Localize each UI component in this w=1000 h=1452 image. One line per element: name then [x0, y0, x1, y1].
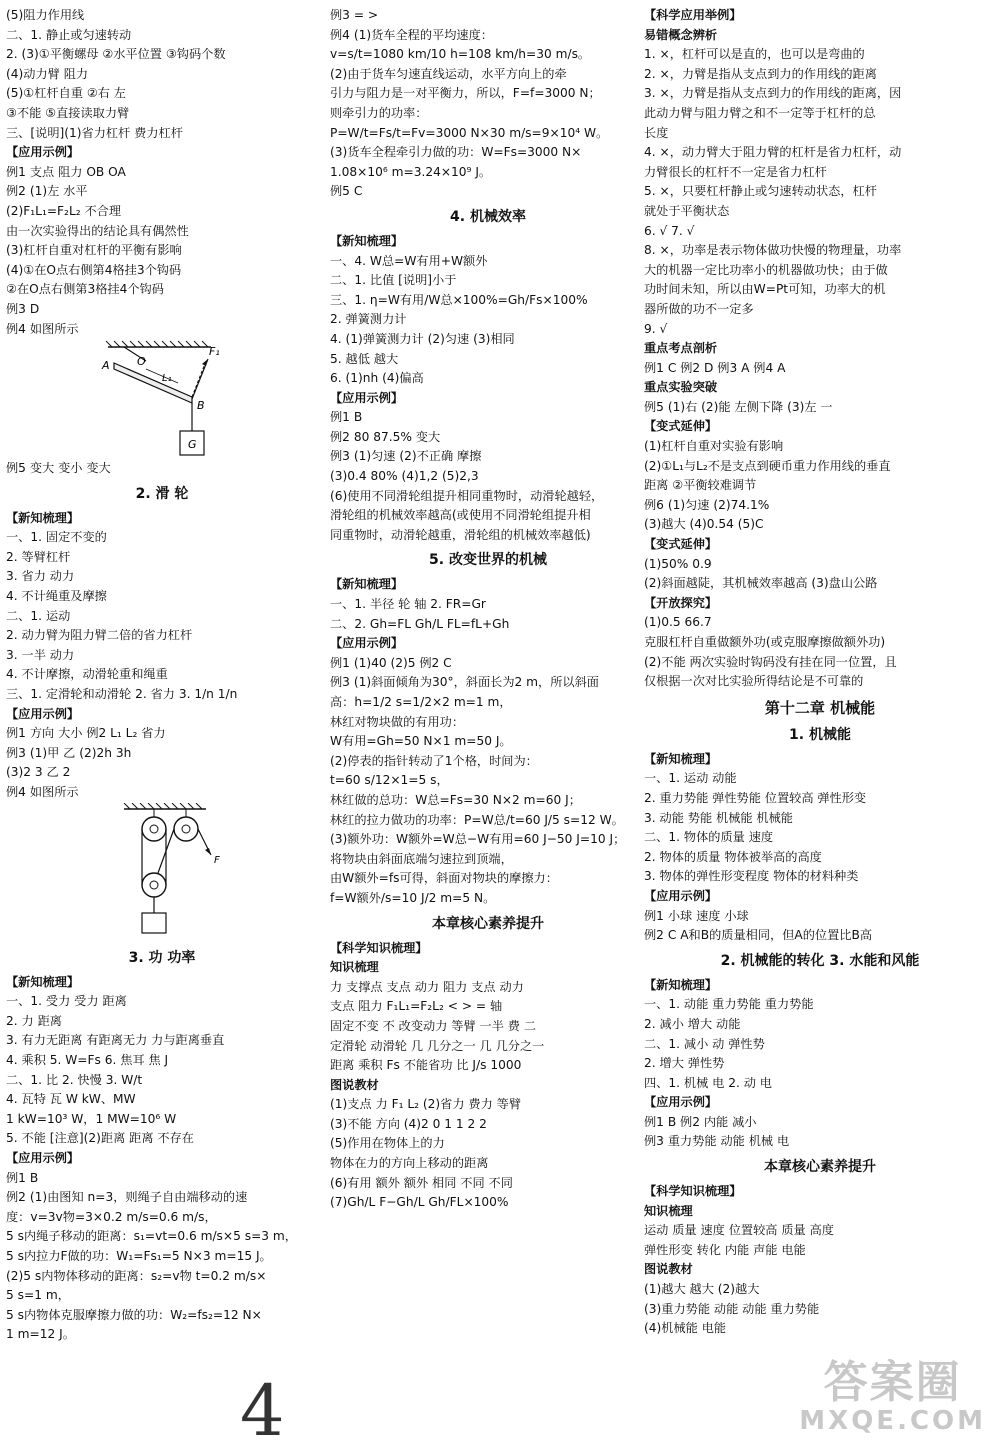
text-line: 林红的拉力做功的功率：P=W总/t=60 J/5 s=12 W。	[330, 812, 624, 827]
text-line: 一、1. 固定不变的	[6, 530, 107, 545]
text-line: 例1 C 例2 D 例3 A 例4 A	[644, 360, 786, 375]
text-line: 例3 = >	[330, 8, 379, 22]
text-line: 就处于平衡状态	[644, 203, 730, 218]
text-line: (2)①L₁与L₂不是支点到硬币重力作用线的垂直	[644, 458, 891, 473]
text-line: 由一次实验得出的结论具有偶然性	[6, 223, 189, 238]
label-F: F	[214, 854, 220, 866]
text-line: 5 s内绳子移动的距离：s₁=vt=0.6 m/s×5 s=3 m，	[6, 1229, 297, 1244]
section-heading-core-literacy: 本章核心素养提升	[432, 915, 544, 932]
column-1-lines-b	[6, 459, 318, 479]
text-line: 二、2. Gh=FL Gh/L FL=fL+Gh	[330, 616, 510, 631]
text-line: 【新知梳理】	[330, 577, 404, 592]
text-line: 2. (3)①平衡螺母 ②水平位置 ③钩码个数	[6, 47, 226, 62]
text-line: 知识梳理	[644, 1203, 693, 1218]
text-line: 2. 物体的质量 物体被举高的高度	[644, 849, 822, 864]
text-line: (2)斜面越陡，其机械效率越高 (3)盘山公路	[644, 576, 878, 591]
text-line: 二、1. 比 2. 快慢 3. W/t	[6, 1072, 143, 1087]
text-line: 5 s内拉力F做的功：W₁=Fs₁=5 N×3 m=15 J。	[6, 1248, 272, 1263]
text-line: 【科学知识梳理】	[644, 1184, 742, 1199]
text-line: 力 支撑点 支点 动力 阻力 支点 动力	[330, 979, 524, 994]
chapter-heading-12: 第十二章 机械能	[764, 698, 876, 717]
text-line: 图说教材	[330, 1077, 379, 1092]
text-line: 滑轮组的机械效率越高(或使用不同滑轮组提升相	[330, 508, 591, 523]
text-line: 仅根据一次对比实验所得结论是不可靠的	[644, 674, 864, 689]
text-line: (2)由于货车匀速直线运动，水平方向上的牵	[330, 66, 567, 81]
text-line: 支点 阻力 F₁L₁=F₂L₂ < > = 轴	[330, 999, 503, 1014]
text-line: 1 m=12 J。	[6, 1327, 75, 1342]
text-line: 5. 越低 越大	[330, 351, 399, 366]
text-line: 高：h=1/2 s=1/2×2 m=1 m，	[330, 695, 512, 709]
watermark-logo: 答案圈	[823, 1357, 962, 1408]
text-line: 一、1. 运动 动能	[644, 771, 737, 786]
text-line: 例6 (1)匀速 (2)74.1%	[644, 497, 770, 512]
text-line: (3)重力势能 动能 动能 重力势能	[644, 1301, 820, 1316]
text-line: 例4 如图所示	[6, 785, 79, 799]
pulley-figure	[6, 803, 318, 943]
label-L1: L₁	[162, 373, 172, 385]
text-line: 二、1. 运动	[6, 608, 71, 623]
text-line: P=W/t=Fs/t=Fv=3000 N×30 m/s=9×10⁴ W。	[330, 125, 609, 140]
text-line: 器所做的功不一定多	[644, 301, 754, 316]
text-line: 例2 C A和B的质量相同，但A的位置比B高	[644, 928, 873, 943]
text-line: (6)有用 额外 额外 相同 不同 不同	[330, 1175, 513, 1190]
text-line: 距离 乘积 Fs 不能省功 比 J/s 1000	[330, 1058, 522, 1073]
text-line: 5. ×，只要杠杆静止或匀速转动状态，杠杆	[644, 184, 877, 199]
text-line: 一、4. W总=W有用+W额外	[330, 253, 488, 268]
text-line: 4. 乘积 5. W=Fs 6. 焦耳 焦 J	[6, 1052, 169, 1067]
section-heading-energy-conversion: 2. 机械能的转化 3. 水能和风能	[720, 952, 920, 969]
text-line: 由W额外=fs可得，斜面对物块的摩擦力：	[330, 871, 558, 886]
column-1-lines-a	[6, 6, 318, 339]
text-line: 5 s内物体克服摩擦力做的功：W₂=fs₂=12 N×	[6, 1307, 262, 1322]
column-3-lines-a	[644, 6, 996, 692]
text-line: (2)5 s内物体移动的距离：s₂=v物 t=0.2 m/s×	[6, 1268, 267, 1283]
label-F1: F₁	[209, 345, 220, 359]
column-1-lines-d	[6, 973, 318, 1345]
text-line: 5 s=1 m，	[6, 1288, 70, 1303]
text-line: 3. 一半 动力	[6, 647, 75, 662]
text-line: 此动力臂与阻力臂之和不一定等于杠杆的总	[644, 105, 876, 120]
text-line: W有用=Gh=50 N×1 m=50 J。	[330, 734, 512, 749]
column-1-lines-c	[6, 509, 318, 803]
text-line: 定滑轮 动滑轮 几 几分之一 几 几分之一	[330, 1038, 545, 1053]
text-line: 1 kW=10³ W，1 MW=10⁶ W	[6, 1111, 177, 1126]
text-line: 例1 支点 阻力 OB OA	[6, 164, 126, 179]
section-heading-efficiency: 4. 机械效率	[450, 208, 526, 225]
text-line: 2. 弹簧测力计	[330, 312, 407, 327]
label-A: A	[102, 359, 110, 373]
text-line: 1. ×，杠杆可以是直的，也可以是弯曲的	[644, 47, 865, 62]
text-line: 例3 D	[6, 301, 40, 316]
text-line: (4)①在O点右侧第4格挂3个钩码	[6, 262, 182, 277]
text-line: 9. √	[644, 321, 668, 336]
text-line: 【应用示例】	[6, 1150, 80, 1165]
text-line: 2. 重力势能 弹性势能 位置较高 弹性形变	[644, 790, 867, 805]
text-line: 【新知梳理】	[6, 974, 80, 989]
text-line: (6)使用不同滑轮组提升相同重物时，动滑轮越轻，	[330, 488, 604, 503]
text-line: ②在O点右侧第3格挂4个钩码	[6, 282, 164, 297]
text-line: 运动 质量 速度 位置较高 质量 高度	[644, 1223, 834, 1238]
text-line: 2. 动力臂为阻力臂二倍的省力杠杆	[6, 628, 193, 643]
text-line: 图说教材	[644, 1262, 693, 1277]
text-line: 例5 (1)右 (2)能 左侧下降 (3)左 一	[644, 399, 833, 414]
text-line: 4. 瓦特 瓦 W kW、MW	[6, 1092, 136, 1107]
text-line: 2. 增大 弹性势	[644, 1056, 725, 1071]
text-line: 例2 (1)由图知 n=3，则绳子自由端移动的速	[6, 1190, 248, 1205]
watermark-url: MXQE.COM	[799, 1406, 986, 1436]
text-line: 固定不变 不 改变动力 等臂 一半 费 二	[330, 1018, 537, 1033]
column-3-lines-b	[644, 750, 996, 946]
text-line: 将物块由斜面底端匀速拉到顶端，	[330, 851, 513, 866]
text-line: (5)作用在物体上的力	[330, 1136, 445, 1151]
column-2-lines-d	[330, 939, 646, 1213]
text-line: 二、1. 静止或匀速转动	[6, 27, 132, 42]
text-line: f=W额外/s=10 J/2 m=5 N。	[330, 890, 496, 905]
lever-diagram	[6, 339, 306, 459]
text-line: 二、1. 比值 [说明]小于	[330, 273, 457, 288]
text-line: v=s/t=1080 km/10 h=108 km/h=30 m/s。	[330, 47, 591, 62]
text-line: (2)F₁L₁=F₂L₂ 不合理	[6, 203, 122, 218]
text-line: 【新知梳理】	[6, 510, 80, 525]
text-line: 弹性形变 转化 内能 声能 电能	[644, 1242, 806, 1257]
text-line: 6. √ 7. √	[644, 223, 695, 238]
text-line: 大的机器一定比功率小的机器做功快；由于做	[644, 262, 888, 277]
text-line: 2. ×，力臂是指从支点到力的作用线的距离	[644, 66, 877, 81]
text-line: 二、1. 减小 动 弹性势	[644, 1036, 765, 1051]
text-line: (4)机械能 电能	[644, 1321, 727, 1336]
text-line: (2)停表的指针转动了1个格，时间为：	[330, 753, 538, 768]
text-line: 4. 不计绳重及摩擦	[6, 589, 107, 604]
text-line: 一、1. 半径 轮 轴 2. FR=Gr	[330, 597, 486, 612]
pulley-diagram	[6, 803, 306, 943]
text-line: 一、1. 动能 重力势能 重力势能	[644, 997, 814, 1012]
text-line: 例1 小球 速度 小球	[644, 908, 749, 923]
text-line: 引力与阻力是一对平衡力，所以，F=f=3000 N；	[330, 86, 601, 101]
section-heading-machines: 5. 改变世界的机械	[429, 552, 547, 569]
text-line: 重点考点剖析	[644, 341, 718, 356]
text-line: ③不能 ⑤直接读取力臂	[6, 105, 130, 120]
text-line: 例3 (1)甲 乙 (2)2h 3h	[6, 745, 132, 760]
text-line: 一、1. 受力 受力 距离	[6, 994, 127, 1009]
column-2-lines-c	[330, 575, 646, 908]
text-line: 例3 重力势能 动能 机械 电	[644, 1134, 790, 1149]
text-line: 4. ×，动力臂大于阻力臂的杠杆是省力杠杆，动	[644, 145, 902, 160]
text-line: 【变式延伸】	[644, 537, 718, 552]
text-line: (5)①杠杆自重 ②右 左	[6, 86, 126, 101]
column-3-lines-d	[644, 1182, 996, 1339]
column-2	[330, 6, 646, 1213]
watermark	[799, 1357, 986, 1436]
text-line: 【应用示例】	[6, 145, 80, 160]
text-line: 2. 等臂杠杆	[6, 549, 71, 564]
section-heading-core-literacy-2: 本章核心素养提升	[764, 1159, 876, 1176]
text-line: (3)货车全程牵引力做的功：W=Fs=3000 N×	[330, 145, 582, 160]
text-line: 功时间未知，所以由W=Pt可知，功率大的机	[644, 282, 886, 297]
text-line: 3. ×，力臂是指从支点到力的作用线的距离，因	[644, 86, 902, 101]
section-heading-mechanical-energy: 1. 机械能	[789, 726, 851, 743]
column-3-lines-c	[644, 976, 996, 1152]
text-line: 【开放探究】	[644, 595, 718, 610]
text-line: 四、1. 机械 电 2. 动 电	[644, 1075, 772, 1090]
text-line: (3)额外功：W额外=W总−W有用=60 J−50 J=10 J；	[330, 832, 626, 847]
text-line: 物体在力的方向上移动的距离	[330, 1156, 489, 1171]
text-line: 例1 方向 大小 例2 L₁ L₂ 省力	[6, 726, 166, 741]
label-G: G	[188, 438, 197, 452]
text-line: 【科学应用举例】	[644, 8, 742, 22]
column-2-lines-a	[330, 6, 646, 202]
text-line: 3. 动能 势能 机械能 机械能	[644, 810, 793, 825]
text-line: 【科学知识梳理】	[330, 940, 428, 955]
text-line: 林红做的总功：W总=Fs=30 N×2 m=60 J；	[330, 792, 581, 807]
text-line: 林红对物块做的有用功：	[330, 714, 465, 729]
text-line: 3. 物体的弹性形变程度 物体的材料种类	[644, 869, 859, 884]
section-heading-work-power: 3. 功 功率	[128, 949, 196, 966]
text-line: (5)阻力作用线	[6, 8, 85, 22]
text-line: 三、[说明](1)省力杠杆 费力杠杆	[6, 125, 183, 140]
text-line: 二、1. 物体的质量 速度	[644, 830, 774, 845]
text-line: 度：v=3v物=3×0.2 m/s=0.6 m/s，	[6, 1209, 217, 1224]
text-line: 例2 (1)左 水平	[6, 184, 88, 199]
text-line: 例3 (1)斜面倾角为30°，斜面长为2 m，所以斜面	[330, 675, 599, 690]
text-line: 例4 (1)货车全程的平均速度：	[330, 27, 493, 42]
text-line: 【新知梳理】	[644, 977, 718, 992]
text-line: 3. 有力无距离 有距离无力 力与距离垂直	[6, 1033, 225, 1048]
text-line: (2)不能 两次实验时钩码没有挂在同一位置，且	[644, 654, 897, 669]
text-line: 【变式延伸】	[644, 419, 718, 434]
text-line: 三、1. 定滑轮和动滑轮 2. 省力 3. 1/n 1/n	[6, 687, 238, 702]
text-line: 【应用示例】	[6, 706, 80, 721]
text-line: 【应用示例】	[330, 636, 404, 651]
text-line: (1)0.5 66.7	[644, 615, 712, 630]
text-line: 例2 80 87.5% 变大	[330, 429, 441, 444]
text-line: 例5 变大 变小 变大	[6, 461, 111, 476]
text-line: 例1 B	[6, 1170, 39, 1185]
page-number: 4	[240, 1370, 285, 1452]
text-line: 例1 B 例2 内能 减小	[644, 1114, 757, 1129]
text-line: 重点实验突破	[644, 380, 718, 395]
column-2-lines-b	[330, 232, 646, 546]
text-line: (4)动力臂 阻力	[6, 66, 89, 81]
text-line: 4. 不计摩擦，动滑轮重和绳重	[6, 667, 168, 682]
text-line: (1)支点 力 F₁ L₂ (2)省力 费力 等臂	[330, 1097, 522, 1112]
text-line: 例4 如图所示	[6, 321, 79, 336]
text-line: 同重物时，动滑轮越重，滑轮组的机械效率越低)	[330, 527, 591, 542]
text-line: (3)杠杆自重对杠杆的平衡有影响	[6, 243, 182, 258]
column-3	[644, 6, 996, 1339]
text-line: 克服杠杆自重做额外功(或克服摩擦做额外功)	[644, 635, 886, 649]
text-line: 【应用示例】	[330, 390, 404, 405]
text-line: (3)不能 方向 (4)2 0 1 1 2 2	[330, 1116, 487, 1131]
section-heading-pulley: 2. 滑 轮	[135, 485, 189, 502]
text-line: 2. 力 距离	[6, 1013, 62, 1028]
text-line: 例3 (1)匀速 (2)不正确 摩擦	[330, 449, 482, 464]
text-line: 例1 (1)40 (2)5 例2 C	[330, 655, 452, 670]
text-line: 三、1. η=W有用/W总×100%=Gh/Fs×100%	[330, 292, 588, 307]
text-line: 【应用示例】	[644, 1095, 718, 1110]
text-line: t=60 s/12×1=5 s，	[330, 773, 449, 788]
text-line: (7)Gh/L F−Gh/L Gh/FL×100%	[330, 1195, 509, 1210]
text-line: 知识梳理	[330, 960, 379, 975]
text-line: (1)越大 越大 (2)越大	[644, 1282, 760, 1297]
text-line: 距离 ②平衡较难调节	[644, 478, 757, 493]
lever-figure	[6, 339, 318, 459]
text-line: 例1 B	[330, 410, 363, 425]
text-line: 易错概念辨析	[644, 27, 718, 42]
text-line: (1)杠杆自重对实验有影响	[644, 439, 784, 454]
text-line: 6. (1)nh (4)偏高	[330, 371, 424, 386]
text-line: (3)越大 (4)0.54 (5)C	[644, 517, 764, 532]
label-O: O	[137, 355, 146, 369]
text-line: 【应用示例】	[644, 888, 718, 903]
text-line: 例5 C	[330, 184, 363, 199]
text-line: 8. ×，功率是表示物体做功快慢的物理量，功率	[644, 243, 902, 258]
text-line: 1.08×10⁶ m=3.24×10⁹ J。	[330, 164, 492, 179]
text-line: 【新知梳理】	[330, 233, 404, 248]
text-line: (3)0.4 80% (4)1,2 (5)2,3	[330, 469, 479, 484]
column-1	[6, 6, 318, 1345]
text-line: 【新知梳理】	[644, 751, 718, 766]
text-line: 4. (1)弹簧测力计 (2)匀速 (3)相同	[330, 331, 515, 346]
text-line: 5. 不能 [注意](2)距离 距离 不存在	[6, 1131, 194, 1146]
text-line: 力臂很长的杠杆不一定是省力杠杆	[644, 164, 827, 179]
text-line: (1)50% 0.9	[644, 556, 712, 571]
text-line: (3)2 3 乙 2	[6, 765, 71, 780]
text-line: 长度	[644, 125, 669, 140]
text-line: 3. 省力 动力	[6, 569, 75, 584]
label-B: B	[197, 399, 205, 413]
text-line: 2. 减小 增大 动能	[644, 1016, 741, 1031]
text-line: 则牵引力的功率：	[330, 105, 428, 120]
